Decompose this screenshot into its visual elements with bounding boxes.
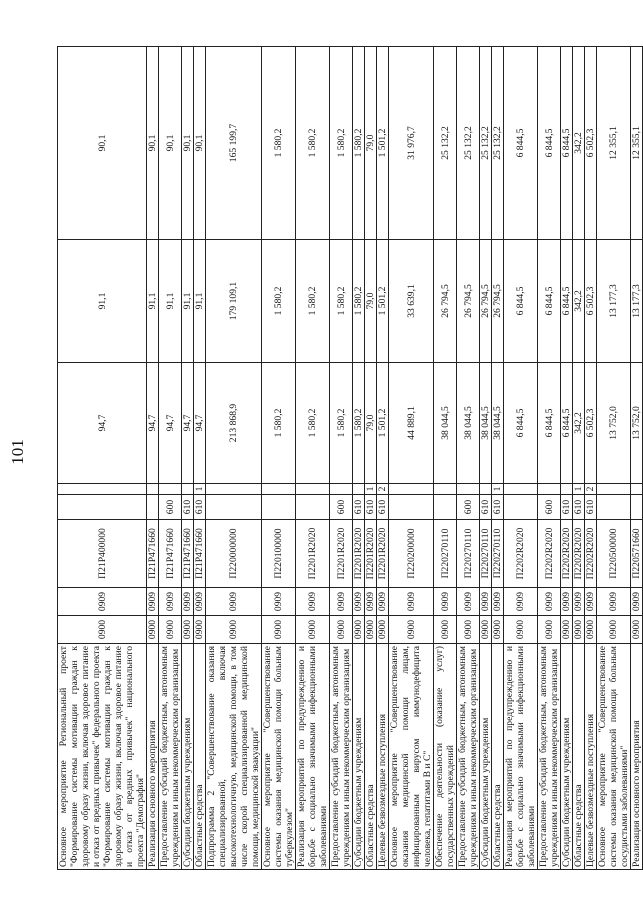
table-row [296,47,330,870]
funding-source [538,484,561,495]
row-name: Целевые безвозмездные поступления [377,644,389,870]
section-code: 0909 [296,588,330,616]
amount-year-1: 38 044,5 [492,363,504,484]
funding-source [206,484,262,495]
table-row [353,47,365,870]
amount-year-1: 13 752,0 [597,363,631,484]
amount-year-1: 13 752,0 [631,363,643,484]
amount-year-2: 91,1 [58,240,147,363]
row-name: Субсидии бюджетным учреждениям [561,644,573,870]
ministry-code: 0900 [58,616,147,644]
amount-year-3: 1 580,2 [330,47,353,240]
section-code: 0909 [561,588,573,616]
amount-year-1: 94,7 [58,363,147,484]
expense-type: 610 [194,495,206,520]
target-article: П2201R2020 [377,520,389,588]
amount-year-2: 26 794,5 [480,240,492,363]
amount-year-2: 13 177,3 [631,240,643,363]
expense-type: 610 [561,495,573,520]
expense-type: 610 [365,495,377,520]
row-name: Предоставление субсидий бюджетным, автономным учреждениям и иным некоммерческим организациям [457,644,480,870]
amount-year-2: 91,1 [159,240,182,363]
funding-source: 2 [377,484,389,495]
section-code: 0909 [504,588,538,616]
row-name: Областные средства [194,644,206,870]
expense-type: 610 [573,495,585,520]
row-name: Основное мероприятие Региональный проект "Формирование системы мотивации граждан к здоровому образу жизни, включая здоровое питание и отказ от вредных привычек" федерального проекта "Формирование системы мотивации граждан к здоровому образу жизни, включая здоровое питание и отказ от вредных привычек" национального проекта "Демография" [58,644,147,870]
amount-year-3: 165 199,7 [206,47,262,240]
amount-year-2: 26 794,5 [492,240,504,363]
amount-year-1: 44 889,1 [389,363,434,484]
funding-source [159,484,182,495]
section-code: 0909 [457,588,480,616]
funding-source [631,484,643,495]
amount-year-3: 6 844,5 [538,47,561,240]
ministry-code: 0900 [296,616,330,644]
funding-source [296,484,330,495]
table-row [573,47,585,870]
table-row [585,47,597,870]
expense-type: 610 [585,495,597,520]
amount-year-1: 342,2 [573,363,585,484]
target-article: П220270110 [457,520,480,588]
funding-source [262,484,296,495]
amount-year-3: 79,0 [365,47,377,240]
amount-year-1: 213 868,9 [206,363,262,484]
amount-year-1: 1 501,2 [377,363,389,484]
amount-year-3: 90,1 [147,47,159,240]
row-name: Основное мероприятие "Совершенствование системы оказания медицинской помощи больным сосудистыми заболеваниями" [597,644,631,870]
target-article: П21Р471660 [147,520,159,588]
amount-year-1: 1 580,2 [262,363,296,484]
target-article: П2202R2020 [538,520,561,588]
target-article: П2202R2020 [573,520,585,588]
amount-year-2: 6 844,5 [561,240,573,363]
ministry-code: 0900 [389,616,434,644]
row-name: Обеспечение деятельности (оказание услуг) государственных учреждений [434,644,457,870]
amount-year-1: 94,7 [182,363,194,484]
expense-type: 600 [457,495,480,520]
target-article: П21Р471660 [182,520,194,588]
amount-year-3: 90,1 [182,47,194,240]
target-article: П220200000 [389,520,434,588]
row-name: Подпрограмма 2 "Совершенствование оказания специализированной, включая высокотехнологичную, медицинской помощи, в том числе скорой специализированной медицинской помощи, медицинской эвакуации" [206,644,262,870]
target-article: П21Р400000 [58,520,147,588]
amount-year-3: 12 355,1 [631,47,643,240]
ministry-code: 0900 [194,616,206,644]
target-article: П2201R2020 [365,520,377,588]
amount-year-1: 79,0 [365,363,377,484]
expense-type [504,495,538,520]
amount-year-1: 1 580,2 [353,363,365,484]
amount-year-1: 6 844,5 [538,363,561,484]
section-code: 0909 [597,588,631,616]
table-row [147,47,159,870]
table-row [561,47,573,870]
row-name: Реализация мероприятий по предупреждению и борьбе с социально значимыми инфекционными заболеваниями [504,644,538,870]
table-row [206,47,262,870]
row-name: Субсидии бюджетным учреждениям [182,644,194,870]
ministry-code: 0900 [159,616,182,644]
expense-type [262,495,296,520]
amount-year-2: 33 639,1 [389,240,434,363]
target-article: П21Р471660 [159,520,182,588]
budget-table [57,46,643,870]
ministry-code: 0900 [353,616,365,644]
table-row [492,47,504,870]
ministry-code: 0900 [492,616,504,644]
section-code: 0909 [353,588,365,616]
table-row [597,47,631,870]
section-code: 0909 [538,588,561,616]
ministry-code: 0900 [597,616,631,644]
amount-year-3: 6 502,3 [585,47,597,240]
amount-year-1: 6 844,5 [561,363,573,484]
section-code: 0909 [194,588,206,616]
amount-year-2: 13 177,3 [597,240,631,363]
table-row [538,47,561,870]
target-article: П2202R2020 [585,520,597,588]
funding-source [597,484,631,495]
amount-year-3: 25 132,2 [480,47,492,240]
amount-year-2: 1 580,2 [353,240,365,363]
row-name: Основное мероприятие "Совершенствование системы оказания медицинской помощи больным туберкулезом" [262,644,296,870]
expense-type: 600 [330,495,353,520]
ministry-code: 0900 [480,616,492,644]
funding-source: 1 [194,484,206,495]
target-article: П220100000 [262,520,296,588]
table-row [182,47,194,870]
expense-type: 610 [492,495,504,520]
target-article: П220270110 [492,520,504,588]
table-row [457,47,480,870]
row-name: Субсидии бюджетным учреждениям [353,644,365,870]
section-code: 0909 [365,588,377,616]
table-row [330,47,353,870]
ministry-code: 0900 [504,616,538,644]
section-code: 0909 [389,588,434,616]
row-name: Предоставление субсидий бюджетным, автономным учреждениям и иным некоммерческим организациям [330,644,353,870]
expense-type: 600 [538,495,561,520]
amount-year-3: 6 844,5 [561,47,573,240]
funding-source [389,484,434,495]
row-name: Целевые безвозмездные поступления [585,644,597,870]
table-body [58,47,643,870]
row-name: Реализация мероприятий по предупреждению и борьбе с социально значимыми инфекционными заболеваниями [296,644,330,870]
table-row [377,47,389,870]
expense-type [597,495,631,520]
expense-type: 600 [159,495,182,520]
row-name: Областные средства [573,644,585,870]
expense-type: 610 [377,495,389,520]
page-number: 101 [8,439,27,465]
target-article: П220270110 [480,520,492,588]
ministry-code: 0900 [182,616,194,644]
expense-type [631,495,643,520]
amount-year-2: 342,2 [573,240,585,363]
funding-source [353,484,365,495]
target-article: П2201R2020 [330,520,353,588]
ministry-code: 0900 [538,616,561,644]
funding-source [480,484,492,495]
expense-type [58,495,147,520]
table-row [631,47,643,870]
ministry-code: 0900 [561,616,573,644]
target-article: П2201R2020 [296,520,330,588]
amount-year-3: 342,2 [573,47,585,240]
row-name: Субсидии бюджетным учреждениям [480,644,492,870]
funding-source [58,484,147,495]
ministry-code: 0900 [434,616,457,644]
ministry-code: 0900 [262,616,296,644]
section-code: 0909 [492,588,504,616]
row-name: Областные средства [365,644,377,870]
amount-year-3: 31 976,7 [389,47,434,240]
ministry-code: 0900 [330,616,353,644]
amount-year-1: 38 044,5 [457,363,480,484]
amount-year-3: 1 580,2 [296,47,330,240]
ministry-code: 0900 [377,616,389,644]
amount-year-2: 6 844,5 [538,240,561,363]
section-code: 0909 [262,588,296,616]
expense-type [206,495,262,520]
table-row [389,47,434,870]
ministry-code: 0900 [147,616,159,644]
amount-year-3: 1 580,2 [353,47,365,240]
amount-year-3: 90,1 [58,47,147,240]
ministry-code: 0900 [585,616,597,644]
table-row [58,47,147,870]
section-code: 0909 [330,588,353,616]
ministry-code: 0900 [573,616,585,644]
amount-year-3: 25 132,2 [434,47,457,240]
funding-source [182,484,194,495]
expense-type: 610 [182,495,194,520]
expense-type: 610 [480,495,492,520]
target-article: П21Р471660 [194,520,206,588]
row-name: Основное мероприятие "Совершенствование оказания медицинской помощи лицам, инфицированным вирусом иммунодефицита человека, гепатитами В и С" [389,644,434,870]
amount-year-1: 1 580,2 [330,363,353,484]
funding-source: 2 [585,484,597,495]
table-row [434,47,457,870]
section-code: 0909 [182,588,194,616]
amount-year-2: 1 580,2 [296,240,330,363]
target-article: П2202R2020 [561,520,573,588]
section-code: 0909 [206,588,262,616]
amount-year-2: 1 501,2 [377,240,389,363]
amount-year-2: 26 794,5 [457,240,480,363]
amount-year-2: 26 794,5 [434,240,457,363]
target-article: П2201R2020 [353,520,365,588]
amount-year-2: 6 502,3 [585,240,597,363]
section-code: 0909 [58,588,147,616]
section-code: 0909 [480,588,492,616]
amount-year-2: 91,1 [182,240,194,363]
amount-year-1: 6 502,3 [585,363,597,484]
expense-type: 610 [353,495,365,520]
row-name: Реализация основного мероприятия [147,644,159,870]
table-row [504,47,538,870]
funding-source [434,484,457,495]
amount-year-1: 38 044,5 [434,363,457,484]
amount-year-3: 90,1 [159,47,182,240]
amount-year-3: 12 355,1 [597,47,631,240]
amount-year-1: 94,7 [194,363,206,484]
table-row [194,47,206,870]
expense-type [296,495,330,520]
amount-year-1: 94,7 [147,363,159,484]
row-name: Предоставление субсидий бюджетным, автономным учреждениям и иным некоммерческим организациям [159,644,182,870]
section-code: 0909 [159,588,182,616]
amount-year-2: 6 844,5 [504,240,538,363]
table-row [262,47,296,870]
amount-year-1: 94,7 [159,363,182,484]
table-row [159,47,182,870]
amount-year-3: 25 132,2 [457,47,480,240]
target-article: П220000000 [206,520,262,588]
row-name: Реализация основного мероприятия [631,644,643,870]
amount-year-3: 1 580,2 [262,47,296,240]
section-code: 0909 [573,588,585,616]
target-article: П2202R2020 [504,520,538,588]
funding-source [330,484,353,495]
amount-year-1: 38 044,5 [480,363,492,484]
rotated-table-container [57,47,642,870]
amount-year-2: 79,0 [365,240,377,363]
section-code: 0909 [377,588,389,616]
amount-year-2: 91,1 [147,240,159,363]
ministry-code: 0900 [457,616,480,644]
expense-type [147,495,159,520]
amount-year-2: 91,1 [194,240,206,363]
amount-year-2: 1 580,2 [330,240,353,363]
section-code: 0909 [631,588,643,616]
amount-year-2: 1 580,2 [262,240,296,363]
ministry-code: 0900 [365,616,377,644]
section-code: 0909 [434,588,457,616]
amount-year-3: 1 501,2 [377,47,389,240]
target-article: П220571660 [631,520,643,588]
table-row [365,47,377,870]
expense-type [434,495,457,520]
ministry-code: 0900 [631,616,643,644]
funding-source: 1 [365,484,377,495]
funding-source: 1 [573,484,585,495]
amount-year-2: 179 109,1 [206,240,262,363]
ministry-code: 0900 [206,616,262,644]
row-name: Областные средства [492,644,504,870]
amount-year-1: 1 580,2 [296,363,330,484]
funding-source [147,484,159,495]
expense-type [389,495,434,520]
amount-year-3: 90,1 [194,47,206,240]
table-row [480,47,492,870]
funding-source [561,484,573,495]
section-code: 0909 [147,588,159,616]
amount-year-3: 25 132,2 [492,47,504,240]
funding-source [457,484,480,495]
row-name: Предоставление субсидий бюджетным, автономным учреждениям и иным некоммерческим организациям [538,644,561,870]
amount-year-3: 6 844,5 [504,47,538,240]
funding-source [504,484,538,495]
target-article: П220500000 [597,520,631,588]
funding-source: 1 [492,484,504,495]
amount-year-1: 6 844,5 [504,363,538,484]
section-code: 0909 [585,588,597,616]
target-article: П220270110 [434,520,457,588]
